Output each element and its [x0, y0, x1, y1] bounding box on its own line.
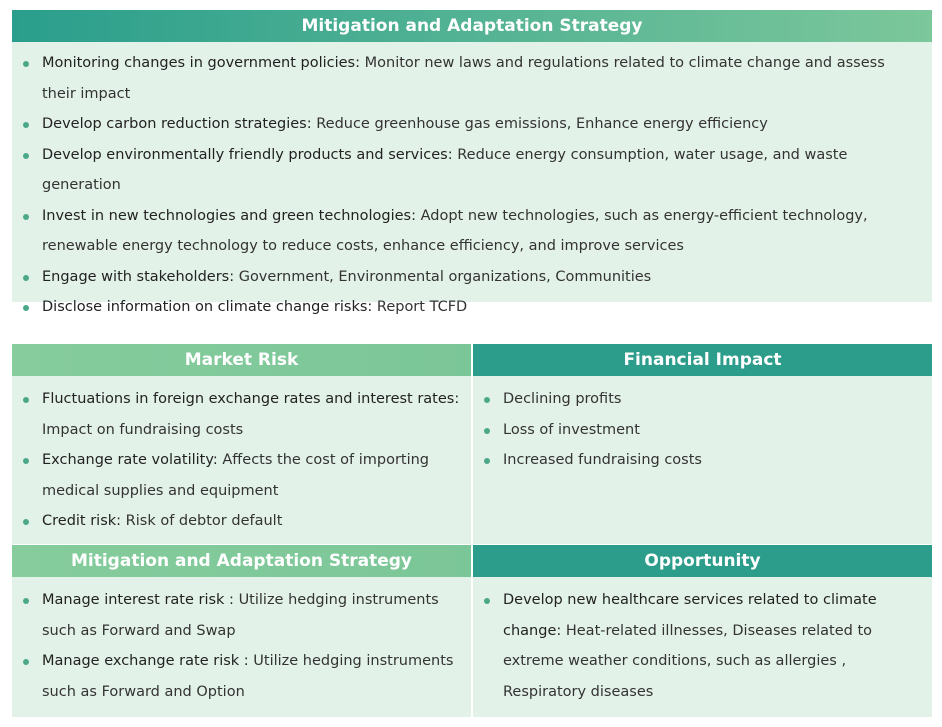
mitigation-strategy-panel-bottom: [12, 545, 471, 717]
item-label: Manage exchange rate risk :: [42, 653, 249, 669]
bullet-dot-icon: [23, 214, 29, 220]
panel-title: Mitigation and Adaptation Strategy: [12, 545, 471, 577]
panel-body: [12, 577, 471, 717]
item-text: Reduce energy consumption, water usage, and waste generation: [42, 146, 848, 193]
list-item: [12, 140, 922, 201]
list-item: [473, 384, 922, 415]
item-text: Increased fundraising costs: [503, 452, 702, 468]
item-label: Fluctuations in foreign exchange rates and interest rates:: [42, 391, 460, 407]
list-item: [473, 415, 922, 446]
bullet-dot-icon: [23, 659, 29, 665]
item-text: Affects the cost of importing medical supplies and equipment: [42, 452, 430, 499]
list-item: [12, 201, 922, 262]
panel-title: Opportunity: [473, 545, 932, 577]
panel-body: [12, 42, 932, 315]
list-item: [12, 445, 461, 506]
item-text: Report TCFD: [376, 299, 468, 315]
bullet-dot-icon: [23, 275, 29, 281]
bullet-list: [473, 585, 922, 707]
bullet-dot-icon: [23, 61, 29, 67]
bullet-dot-icon: [23, 122, 29, 128]
item-label: Exchange rate volatility:: [42, 452, 218, 468]
panel-title: Mitigation and Adaptation Strategy: [12, 10, 932, 42]
bullet-dot-icon: [23, 519, 29, 525]
item-text: Utilize hedging instruments such as Forward and Swap: [42, 592, 439, 639]
bullet-dot-icon: [484, 428, 490, 434]
item-label: Develop carbon reduction strategies:: [42, 116, 312, 132]
bullet-dot-icon: [484, 458, 490, 464]
list-item: [12, 384, 461, 445]
bullet-dot-icon: [23, 305, 29, 311]
panel-body: [12, 376, 471, 544]
bullet-dot-icon: [23, 598, 29, 604]
list-item: [12, 48, 922, 109]
item-text: Loss of investment: [503, 421, 640, 438]
list-item: [12, 585, 461, 646]
item-text: Reduce greenhouse gas emissions, Enhance energy efficiency: [316, 116, 768, 132]
bullet-dot-icon: [23, 458, 29, 464]
item-text: Government, Environmental organizations, Communities: [238, 268, 652, 285]
item-text: Declining profits: [503, 391, 622, 407]
item-text: Utilize hedging instruments such as Forward and Option: [42, 653, 454, 700]
item-text: Adopt new technologies, such as energy-efficient technology, renewable energy technology to reduce costs, enhance efficiency, and improve services: [42, 207, 868, 254]
list-item: [12, 109, 922, 140]
list-item: [473, 585, 922, 707]
financial-impact-panel: [473, 344, 932, 544]
bullet-dot-icon: [23, 153, 29, 159]
list-item: [12, 646, 461, 707]
item-label: Disclose information on climate change risks:: [42, 299, 373, 315]
item-label: Monitoring changes in government policies:: [42, 55, 361, 71]
panel-body: [473, 376, 932, 544]
panel-title: Financial Impact: [473, 344, 932, 376]
list-item: [12, 262, 922, 293]
mitigation-strategy-panel: [12, 10, 932, 315]
bullet-list: [12, 384, 461, 537]
item-label: Manage interest rate risk :: [42, 592, 234, 608]
bullet-dot-icon: [23, 397, 29, 403]
bullet-dot-icon: [484, 397, 490, 403]
list-item: [473, 445, 922, 476]
item-label: Develop environmentally friendly products and services:: [42, 146, 453, 163]
item-text: Monitor new laws and regulations related to climate change and assess their impact: [42, 55, 885, 102]
opportunity-panel: [473, 545, 932, 717]
bullet-list: [12, 585, 461, 707]
item-label: Engage with stakeholders:: [42, 268, 235, 285]
item-text: Heat-related illnesses, Diseases related to extreme weather conditions, such as allergies , Respiratory diseases: [503, 622, 873, 700]
bullet-dot-icon: [484, 598, 490, 604]
panel-title: Market Risk: [12, 344, 471, 376]
item-label: Credit risk:: [42, 513, 122, 529]
list-item: [12, 506, 461, 537]
item-text: Impact on fundraising costs: [42, 421, 244, 438]
item-label: Invest in new technologies and green technologies:: [42, 207, 416, 224]
item-text: Risk of debtor default: [125, 513, 283, 529]
bullet-list: [12, 48, 922, 323]
market-risk-panel: [12, 344, 471, 544]
list-item: [12, 292, 922, 323]
bullet-list: [473, 384, 922, 476]
panel-body: [473, 577, 932, 717]
item-label: Develop new healthcare services related to climate change:: [503, 592, 877, 639]
